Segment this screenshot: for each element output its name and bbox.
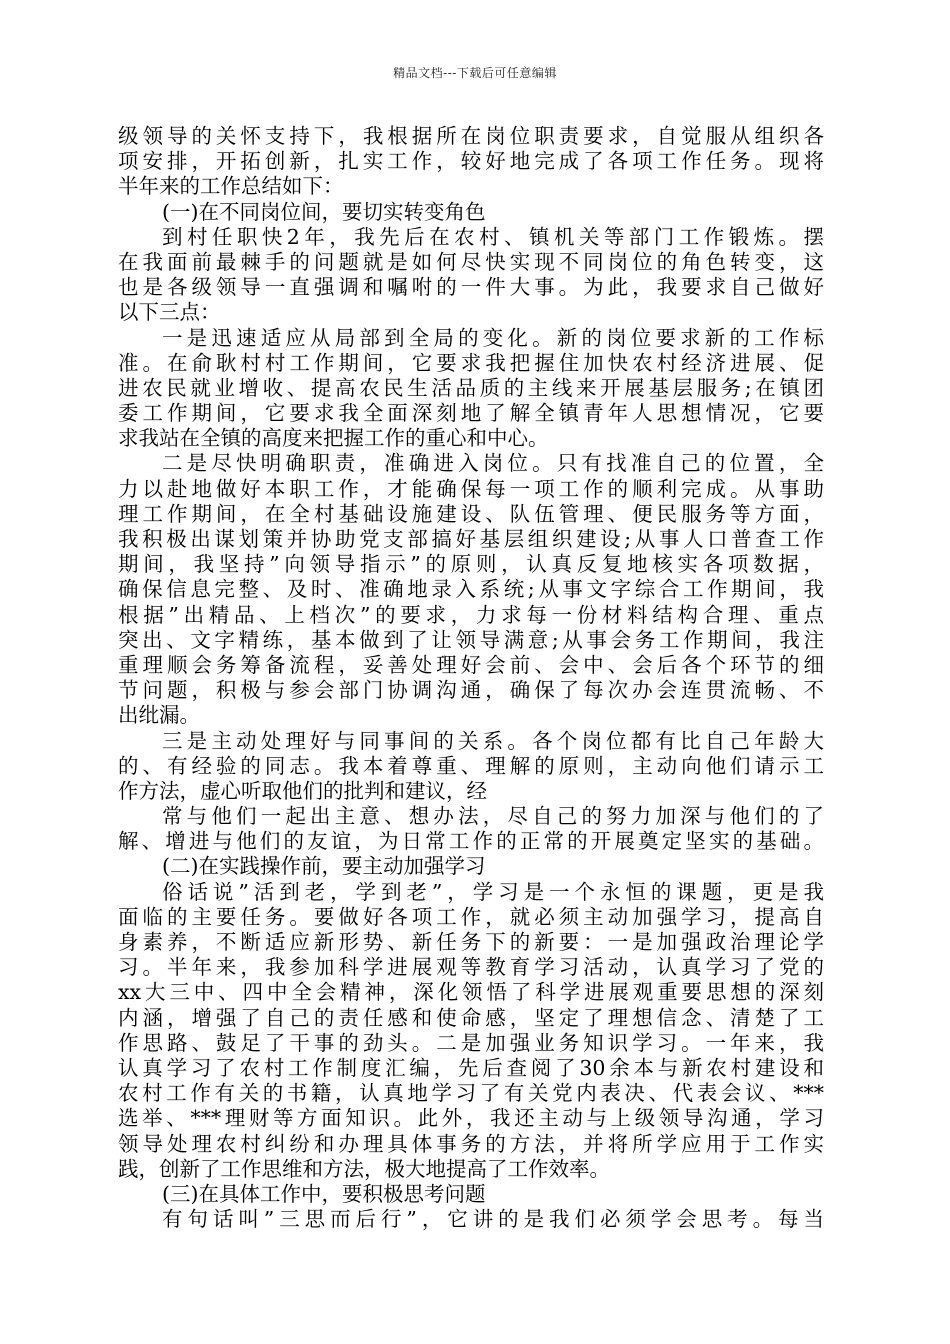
text-line: 身素养，不断适应新形势、新任务下的新要：一是加强政治理论学 <box>118 930 824 954</box>
text-line: 的、有经验的同志。我本着尊重、理解的原则，主动向他们请示工 <box>118 753 824 778</box>
text-line: 出纰漏。 <box>118 703 200 728</box>
text-line: 半年来的工作总结如下： <box>118 174 344 199</box>
text-line: 作方法，虚心听取他们的批判和建议，经 <box>118 778 487 803</box>
text-line: 作思路、鼓足了干事的劲头。二是加强业务知识学习。一年来，我 <box>118 1030 824 1055</box>
text-line: 选举、***理财等方面知识。此外，我还主动与上级领导沟通，学习 <box>118 1106 824 1131</box>
text-line: 二是尽快明确职责，准确进入岗位。只有找准自己的位置，全 <box>162 451 824 476</box>
text-line: 项安排，开拓创新，扎实工作，较好地完成了各项工作任务。现将 <box>118 149 824 174</box>
text-line: 解、增进与他们的友谊，为日常工作的正常的开展奠定坚实的基础。 <box>118 829 824 854</box>
text-line: 认真学习了农村工作制度汇编，先后查阅了30余本与新农村建设和 <box>118 1055 824 1080</box>
text-line: 以下三点： <box>118 300 221 325</box>
document-body <box>118 124 824 1232</box>
text-line: 级领导的关怀支持下，我根据所在岗位职责要求，自觉服从组织各 <box>118 124 824 148</box>
text-line: 节问题，积极与参会部门协调沟通，确保了每次办会连贯流畅、不 <box>118 678 824 703</box>
text-line: 理工作期间，在全村基础设施建设、队伍管理、便民服务等方面， <box>118 501 824 526</box>
text-line: 根据”出精品、上档次”的要求，力求每一份材料结构合理、重点 <box>118 602 824 627</box>
text-line: 准。在俞耿村村工作期间，它要求我把握住加快农村经济进展、促 <box>118 350 824 375</box>
text-line: 重理顺会务筹备流程，妥善处理好会前、会中、会后各个环节的细 <box>118 652 824 677</box>
text-line: 到村任职快2年，我先后在农村、镇机关等部门工作锻炼。摆 <box>162 224 824 249</box>
text-line: 期间，我坚持”向领导指示”的原则，认真反复地核实各项数据， <box>118 552 824 577</box>
text-line: 俗话说”活到老，学到老”，学习是一个永恒的课题，更是我 <box>162 879 824 904</box>
text-line: xx大三中、四中全会精神，深化领悟了科学进展观重要思想的深刻 <box>118 980 824 1005</box>
text-line: 三是主动处理好与同事间的关系。各个岗位都有比自己年龄大 <box>162 728 824 753</box>
text-line: 一是迅速适应从局部到全局的变化。新的岗位要求新的工作标 <box>162 325 824 350</box>
text-line: 确保信息完整、及时、准确地录入系统;从事文字综合工作期间，我 <box>118 577 824 602</box>
text-line: 习。半年来，我参加科学进展观等教育学习活动，认真学习了党的 <box>118 955 824 980</box>
text-line: 有句话叫”三思而后行”，它讲的是我们必须学会思考。每当 <box>162 1207 824 1232</box>
text-line: 践，创新了工作思维和方法，极大地提高了工作效率。 <box>118 1156 610 1181</box>
text-line: 也是各级领导一直强调和嘱咐的一件大事。为此，我要求自己做好 <box>118 275 824 300</box>
text-line: (三)在具体工作中，要积极思考问题 <box>162 1181 486 1206</box>
text-line: 面临的主要任务。要做好各项工作，就必须主动加强学习，提高自 <box>118 904 824 929</box>
text-line: 委工作期间，它要求我全面深刻地了解全镇青年人思想情况，它要 <box>118 401 824 426</box>
text-line: 在我面前最棘手的问题就是如何尽快实现不同岗位的角色转变，这 <box>118 249 824 274</box>
text-line: 突出、文字精练，基本做到了让领导满意;从事会务工作期间，我注 <box>118 627 824 652</box>
text-line: 常与他们一起出主意、想办法，尽自己的努力加深与他们的了 <box>162 804 824 829</box>
text-line: 力以赴地做好本职工作，才能确保每一项工作的顺利完成。从事助 <box>118 476 824 501</box>
text-line: 内涵，增强了自己的责任感和使命感，坚定了理想信念、清楚了工 <box>118 1005 824 1030</box>
text-line: 领导处理农村纠纷和办理具体事务的方法，并将所学应用于工作实 <box>118 1131 824 1156</box>
page-header: 精品文档---下载后可任意编辑 <box>393 66 557 80</box>
text-line: 我积极出谋划策并协助党支部搞好基层组织建设;从事人口普查工作 <box>118 527 824 551</box>
text-line: (一)在不同岗位间，要切实转变角色 <box>162 199 486 224</box>
text-line: (二)在实践操作前，要主动加强学习 <box>162 854 486 879</box>
text-line: 进农民就业增收、提高农民生活品质的主线来开展基层服务;在镇团 <box>118 375 824 400</box>
text-line: 农村工作有关的书籍，认真地学习了有关党内表决、代表会议、*** <box>118 1081 824 1106</box>
text-line: 求我站在全镇的高度来把握工作的重心和中心。 <box>118 426 549 451</box>
